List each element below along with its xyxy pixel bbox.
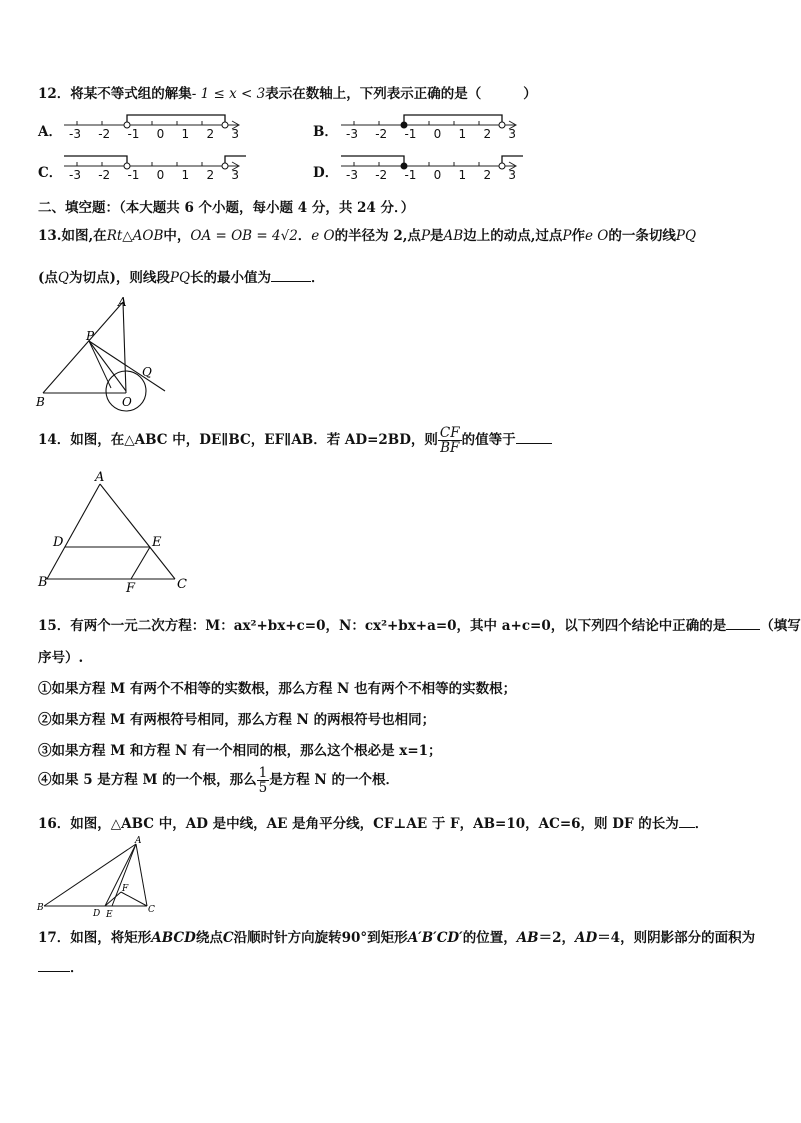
q12-ticks-a: -3 -2 -1 0 1 2 3 — [69, 127, 239, 141]
q17-line1: 17．如图，将矩形ABCD绕点C沿顺时针方向旋转90°到矩形A′B′CD′的位置，AB＝2，AD＝4，则阴影部分的面积为 — [38, 930, 756, 946]
q14-figure — [30, 468, 200, 596]
q15-answer-blank — [726, 629, 760, 630]
q17-answer-blank — [38, 971, 70, 972]
q14-label-d: D — [53, 535, 64, 550]
q12-option-c-label: C． — [38, 165, 63, 181]
q15-statement-4: ④如果 5 是方程 M 的一个根，那么 $\frac{1}{5}$ 是方程 N 的一个根． — [38, 765, 399, 796]
q14-stem: 14．如图，在△ABC 中，DE∥BC，EF∥AB．若 AD=2BD，则 $\frac{CF}{BF}$ 的值等于 — [38, 426, 552, 455]
q12-ticks-c: -3 -2 -1 0 1 2 3 — [69, 168, 239, 182]
q16-label-c: C — [148, 905, 155, 915]
q12-ticks-b: -3 -2 -1 0 1 2 3 — [346, 127, 516, 141]
q13-label-p: P — [86, 329, 95, 343]
q12-number: 12． — [38, 86, 71, 102]
q16-figure — [32, 834, 167, 918]
q13-label-a: A — [118, 295, 127, 309]
q12-option-b-label: B． — [313, 124, 338, 140]
q16-label-d: D — [93, 909, 101, 919]
q12-option-d-label: D． — [313, 165, 339, 181]
q15-statement-2: ②如果方程 M 有两根符号相同，那么方程 N 的两根符号也相同； — [38, 712, 436, 728]
q12-ticks-d: -3 -2 -1 0 1 2 3 — [346, 168, 516, 182]
q14-fraction: $\frac{CF}{BF}$ — [439, 425, 460, 456]
q14-label-f: F — [126, 581, 136, 596]
q14-label-c: C — [177, 577, 187, 592]
q13-figure — [30, 292, 180, 414]
section-heading: 二、填空题：（本大题共 6 个小题，每小题 4 分，共 24 分．） — [38, 200, 415, 216]
q16-label-e: E — [106, 910, 113, 920]
q12-inequality: - 1 ≤ x < 3 — [191, 86, 266, 102]
q17-line2: ． — [38, 956, 84, 976]
q14-answer-blank — [516, 443, 552, 444]
q12-stem: 12．将某不等式组的解集- 1 ≤ x < 3表示在数轴上，下列表示正确的是（ ） — [38, 86, 537, 102]
q16-answer-blank — [679, 827, 695, 828]
q13-label-b: B — [36, 395, 45, 409]
q15-statement-3: ③如果方程 M 和方程 N 有一个相同的根，那么这个根必是 x=1； — [38, 743, 442, 759]
q13-line2: (点Q为切点)，则线段PQ长的最小值为 ． — [38, 270, 325, 286]
q16-label-a: A — [135, 836, 142, 846]
q13-label-q: Q — [142, 365, 152, 379]
q13-line1: 13.如图,在Rt△AOB中，OA = OB = 4√2．e O的半径为 2,点P是AB边上的动点,过点P作e O的一条切线PQ — [38, 228, 697, 244]
q15-line1: 15．有两个一元二次方程：M：ax²+bx+c=0，N：cx²+bx+a=0，其中 a+c=0，以下列四个结论中正确的是 （填写 — [38, 618, 801, 634]
q16-label-b: B — [37, 903, 44, 913]
q14-label-b: B — [38, 575, 48, 590]
q13-answer-blank — [271, 281, 311, 282]
q15-fraction: $\frac{1}{5}$ — [258, 765, 268, 796]
q15-line2: 序号）. — [38, 650, 84, 666]
q14-label-e: E — [152, 535, 162, 550]
q12-option-a-label: A． — [38, 124, 62, 140]
q16-stem: 16．如图，△ABC 中，AD 是中线，AE 是角平分线，CF⊥AE 于 F，AB=10，AC=6，则 DF 的长为 ． — [38, 816, 709, 832]
q16-label-f: F — [122, 884, 129, 894]
q13-label-o: O — [122, 395, 132, 409]
q15-statement-1: ①如果方程 M 有两个不相等的实数根，那么方程 N 也有两个不相等的实数根； — [38, 681, 517, 697]
q14-label-a: A — [95, 470, 105, 485]
